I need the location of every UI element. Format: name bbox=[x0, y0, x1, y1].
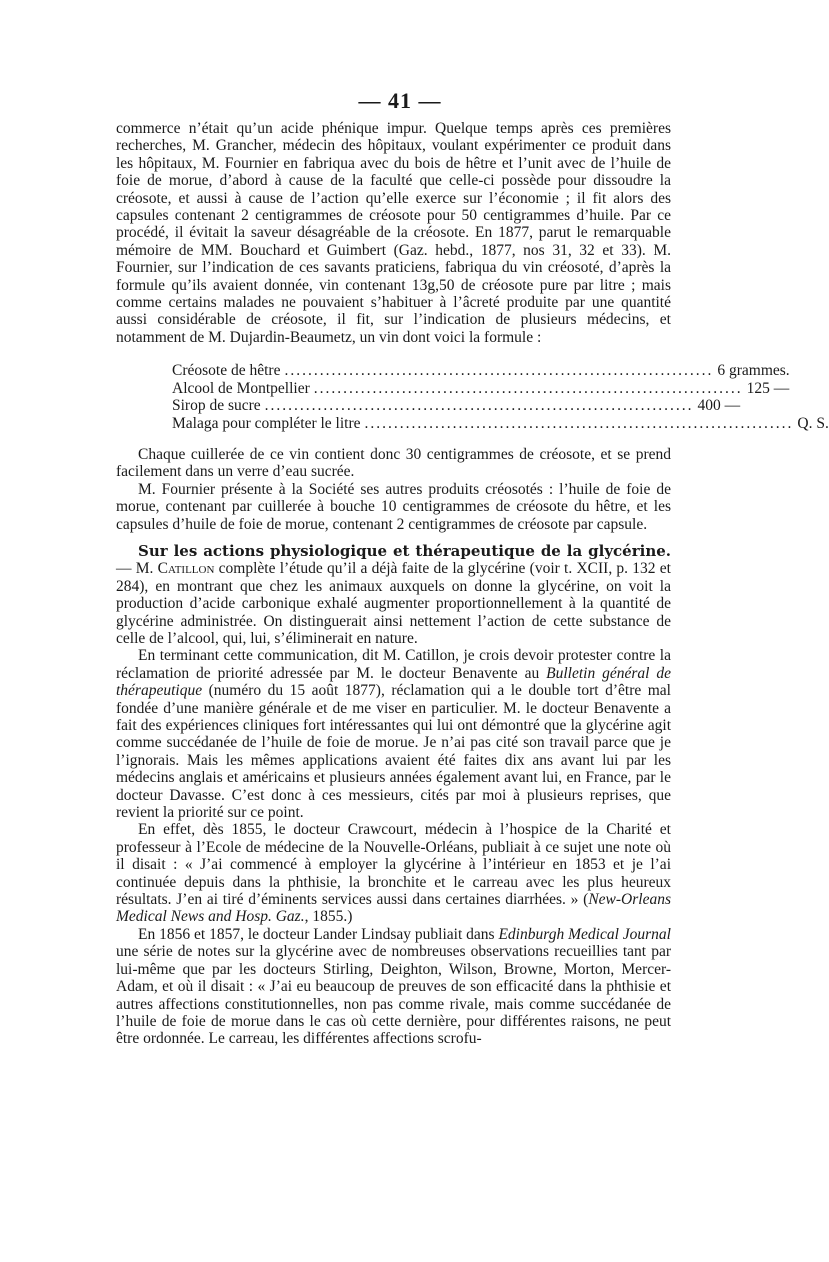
ingredient-name: Malaga pour compléter le litre bbox=[172, 414, 361, 432]
paragraph-crawcourt: En effet, dès 1855, le docteur Crawcourt, médecin à l’hospice de la Charité et professeur à l’Ecole de médecine de la Nouvelle-Orléans, publiait à ce sujet une note où il disait : « J’ai commencé à employer la glycérine à l’intérieur en 1853 et je l’ai continuée depuis dans la phthisie, la bronchite et le carreau avec les plus heureux résultats. J’en ai tiré d’éminents services aussi dans certaines diarrhées. » (New-Orleans Medical News and Hosp. Gaz., 1855.) bbox=[116, 821, 671, 926]
body-text bbox=[116, 120, 829, 1048]
paragraph-dose: Chaque cuillerée de ce vin contient donc 30 centigrammes de créosote, et se prend facilement dans un verre d’eau sucrée. bbox=[116, 445, 671, 481]
section-title: Sur les actions physiologique et thérapeutique de la glycérine. bbox=[138, 541, 671, 560]
paragraph-glycerine-section: Sur les actions physiologique et thérapeutique de la glycérine. — M. Catillon complète l’étude qu’il a déjà faite de la glycérine (voir t. XCII, p. 132 et 284), en montrant que chez les animaux auxquels on donne la glycérine, on voit la production d’acide carbonique exhalé augmenter proportionnellement à la quantité de glycérine administrée. On distinguerait ainsi nettement l’action de cette substance de celle de l’alcool, qui, lui, s’éliminerait en nature. bbox=[116, 541, 671, 647]
journal-title: Bulletin général de thérapeutique bbox=[116, 664, 671, 700]
ingredient-quantity: 6 grammes. bbox=[717, 362, 790, 380]
formula-row: Malaga pour compléter le litre ......................................................................... Q. S. bbox=[172, 414, 829, 432]
ingredient-quantity: Q. S. bbox=[797, 414, 829, 432]
paragraph-lindsay: En 1856 et 1857, le docteur Lander Lindsay publiait dans Edinburgh Medical Journal une série de notes sur la glycérine avec de nombreuses observations recueillies tant par lui-même que par les docteurs Stirling, Deighton, Wilson, Browne, Morton, Mercer-Adam, et où il disait : « J’ai eu beaucoup de preuves de son efficacité dans la phthisie et autres affections constitutionnelles, non pas comme rivale, mais comme succédanée de l’huile de foie de morue dans le cas où cette dernière, pour différentes raisons, ne peut être ordonnée. Le carreau, les différentes affections scrofu- bbox=[116, 925, 671, 1048]
ingredient-name: Alcool de Montpellier bbox=[172, 379, 310, 397]
paragraph-other-products: M. Fournier présente à la Société ses autres produits créosotés : l’huile de foie de morue, contenant par cuillerée à bouche 10 centigrammes de créosote du hêtre, et les capsules d’huile de foie de morue, contenant 2 centigrammes de créosote par capsule. bbox=[116, 480, 671, 533]
paragraph-priority: En terminant cette communication, dit M. Catillon, je crois devoir protester contre la réclamation de priorité adressée par M. le docteur Benavente au Bulletin général de thérapeutique (numéro du 15 août 1877), réclamation qui a le double tort d’être mal fondée d’une manière générale et de me viser en particulier. M. le docteur Benavente a fait des expériences cliniques fort intéressantes qui lui ont démontré que la glycérine agit comme succédanée de l’huile de foie de morue. Je n’ai pas cité son travail parce que je l’ignorais. Mais les mêmes applications avaient été faites dix ans avant lui par les médecins anglais et américains et plusieurs années également avant lui, en France, par le docteur Davasse. C’est donc à ces messieurs, cités par moi à plusieurs reprises, que revient la priorité sur ce point. bbox=[116, 647, 671, 822]
formula-row: Sirop de sucre ......................................................................... 400 — bbox=[172, 397, 741, 415]
journal-title: Edinburgh Medical Journal bbox=[498, 925, 671, 943]
page-number: — 41 — bbox=[358, 88, 442, 113]
author-name: Catillon bbox=[157, 560, 215, 578]
journal-title: New-Orleans Medical News and Hosp. Gaz. bbox=[116, 891, 671, 926]
paragraph-creosote-history: commerce n’était qu’un acide phénique impur. Quelque temps après ces premières recherches, M. Grancher, médecin des hôpitaux, voulant expérimenter ce produit dans les hôpitaux, M. Fournier en fabriqua avec du bois de hêtre et l’unit avec de l’huile de foie de morue, d’abord à cause de la faculté que celle-ci possède pour dissoudre la créosote, et aussi à cause de l’action qu’elle exerce sur l’économie ; il fit alors des capsules contenant 2 centigrammes de créosote pour 50 centigrammes d’huile. Par ce procédé, il évitait la saveur désagréable de la créosote. En 1877, parut le remarquable mémoire de MM. Bouchard et Guimbert (Gaz. hebd., 1877, nos 31, 32 et 33). M. Fournier, sur l’indication de ces savants praticiens, fabriqua du vin créosoté, d’après la formule qu’ils avaient donnée, vin contenant 13g,50 de créosote pure par litre ; mais comme certains malades ne pouvaient s’habituer à l’âcreté produite par une quantité aussi considérable de créosote, il fit, sur l’indication de plusieurs médecins, et notamment de M. Dujardin-Beaumetz, un vin dont voici la formule : bbox=[116, 120, 671, 346]
ingredient-quantity: 400 — bbox=[697, 397, 741, 415]
ingredient-quantity: 125 — bbox=[746, 379, 790, 397]
ingredient-name: Sirop de sucre bbox=[172, 397, 261, 415]
formula-row: Alcool de Montpellier ......................................................................... 125 — bbox=[172, 379, 790, 397]
formula-row: Créosote de hêtre ......................................................................... 6 grammes. bbox=[172, 362, 790, 380]
wine-formula bbox=[172, 362, 829, 432]
ingredient-name: Créosote de hêtre bbox=[172, 362, 281, 380]
